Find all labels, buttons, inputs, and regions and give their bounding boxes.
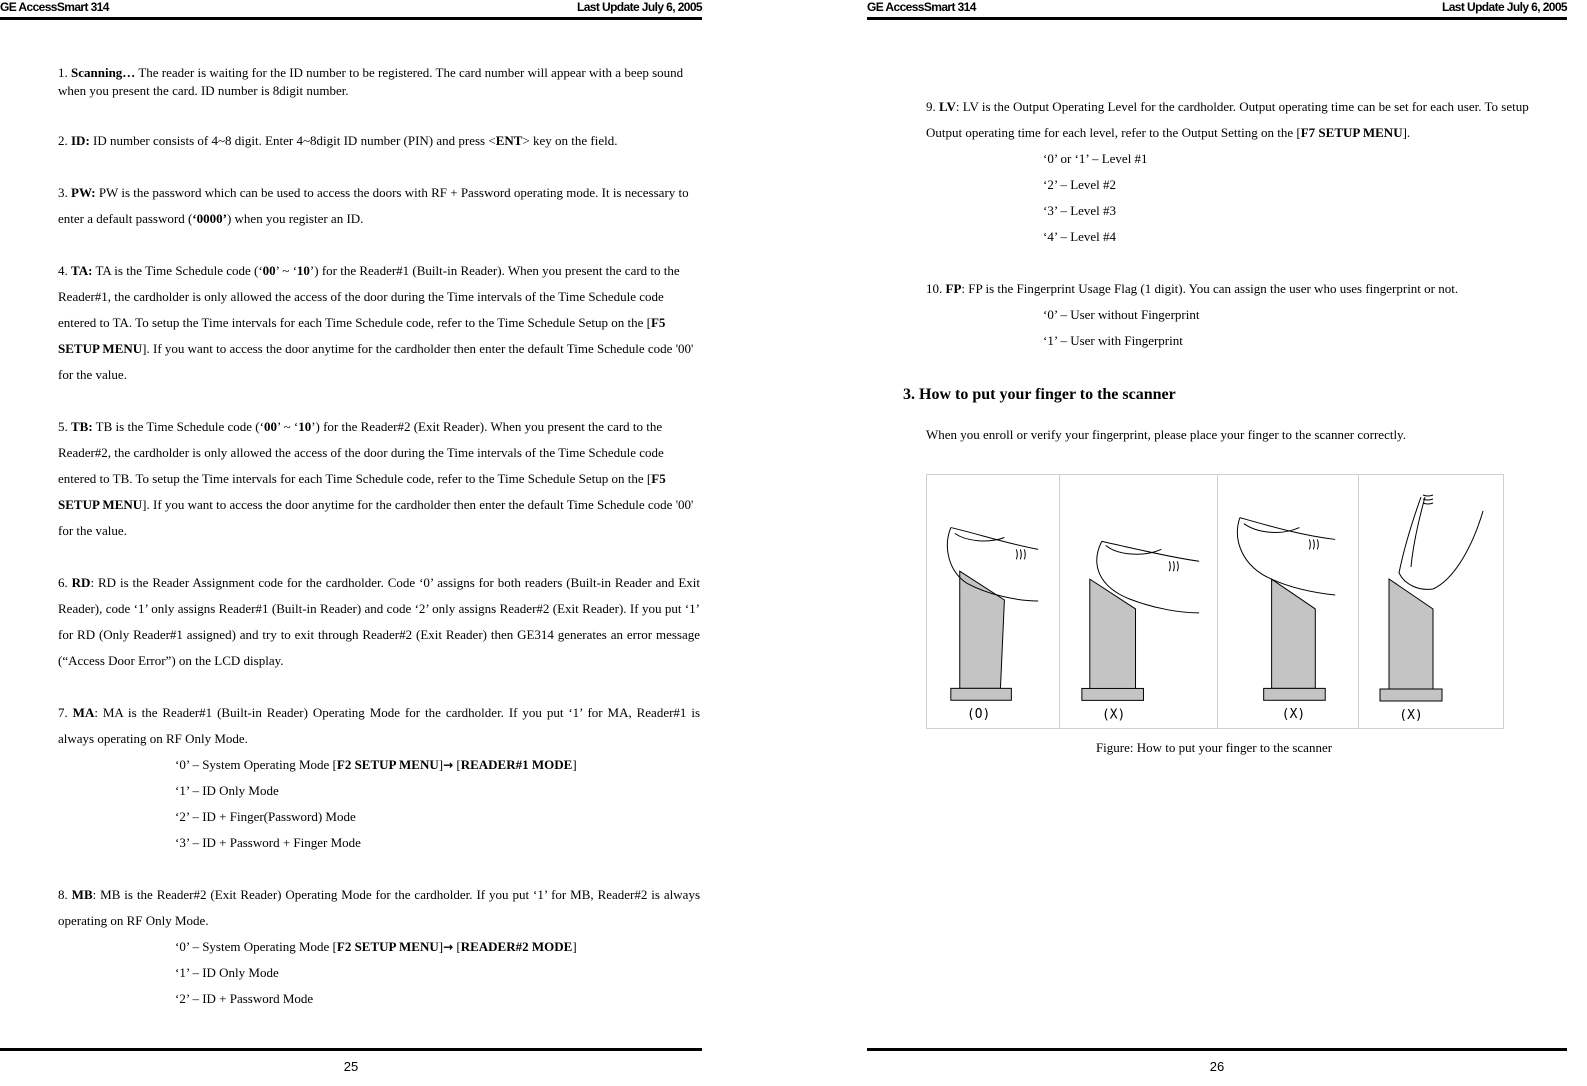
page-body [58, 64, 700, 1038]
item-id: 2. ID: ID number consists of 4~8 digit. Enter 4~8digit ID number (PIN) and press <ENT> key on the field. [58, 133, 618, 148]
item-pw: 3. PW: PW is the password which can be used to access the doors with RF + Password operating mode. It is necessary to enter a default password (‘0000’) when you register an ID. [58, 185, 689, 226]
figure-caption: Figure: How to put your finger to the scanner [1095, 740, 1333, 755]
item-label: FP [945, 281, 962, 296]
header-product: GE AccessSmart 314 [867, 0, 976, 14]
figure-panel-wrong-2 [1218, 475, 1359, 728]
item-label: ID: [71, 133, 90, 148]
section-intro: When you enroll or verify your fingerprint, please place your finger to the scanner correctly. [926, 427, 1406, 442]
item-tb: 5. TB: TB is the Time Schedule code (‘00’ ~ ‘10’) for the Reader#2 (Exit Reader). When you present the card to the Reader#2, the cardholder is only allowed the access of the door during the Time intervals of the Time Schedule code entered to TB. To setup the Time intervals for each Time Schedule code, refer to the Time Schedule Setup on the [F5 SETUP MENU]. If you want to access the door anytime for the cardholder then enter the default Time Schedule code '00' for the value. [58, 419, 694, 538]
header-product: GE AccessSmart 314 [0, 0, 109, 14]
item-label: TA: [71, 263, 93, 278]
level-line: ‘2’ – Level #2 [1043, 177, 1117, 192]
item-mb: 8. MB: MB is the Reader#2 (Exit Reader) Operating Mode for the cardholder. If you put ‘1’ for MB, Reader#2 is always operating on RF Only Mode. ‘0’ – System Operating Mode [F2 SETUP MENU]→ [READER#2 MODE] ‘1’ – ID Only Mode ‘2’ – ID + Password Mode [58, 882, 700, 1012]
arrow-right-icon: → [443, 940, 454, 954]
item-label: PW: [71, 185, 96, 200]
figure-mark: (X) [1399, 708, 1423, 723]
option-line: ‘0’ – System Operating Mode [F2 SETUP MENU]→ [READER#2 MODE] [175, 939, 577, 954]
item-scanning: 1. Scanning… The reader is waiting for the ID number to be registered. The card number will appear with a beep sound when you present the card. ID number is 8digit number. [58, 65, 684, 98]
page-footer [0, 1048, 702, 1074]
item-ta: 4. TA: TA is the Time Schedule code (‘00’ ~ ‘10’) for the Reader#1 (Built-in Reader). When you present the card to the Reader#1, the cardholder is only allowed the access of the door during the Time intervals of the Time Schedule code entered to TA. To setup the Time intervals for each Time Schedule code, refer to the Time Schedule Setup on the [F5 SETUP MENU]. If you want to access the door anytime for the cardholder then enter the default Time Schedule code '00' for the value. [58, 263, 694, 382]
level-line: ‘0’ or ‘1’ – Level #1 [1043, 151, 1148, 166]
level-line: ‘3’ – Level #3 [1043, 203, 1117, 218]
item-lv: 9. LV: LV is the Output Operating Level for the cardholder. Output operating time can be set for each user. To setup Output operating time for each level, refer to the Output Setting on the [F7 SETUP MENU]. ‘0’ or ‘1’ – Level #1 ‘2’ – Level #2 ‘3’ – Level #3 ‘4’ – Level #4 [926, 94, 1567, 250]
option-line: ‘2’ – ID + Finger(Password) Mode [175, 809, 356, 824]
option-line: ‘1’ – User with Fingerprint [1043, 333, 1183, 348]
finger-on-scanner-illustration [1359, 475, 1503, 728]
item-fp: 10. FP: FP is the Fingerprint Usage Flag (1 digit). You can assign the user who uses fingerprint or not. ‘0’ – User without Fingerprint ‘1’ – User with Fingerprint [926, 276, 1567, 354]
figure-panel-wrong-1 [1060, 475, 1218, 728]
level-line: ‘4’ – Level #4 [1043, 229, 1117, 244]
page-26 [867, 0, 1567, 1086]
item-rd: 6. RD: RD is the Reader Assignment code for the cardholder. Code ‘0’ assigns for both readers (Built-in Reader and Exit Reader), code ‘1’ only assigns Reader#1 (Built-in Reader) and code ‘2’ only assigns Reader#2 (Exit Reader). If you put ‘1’ for RD (Only Reader#1 assigned) and try to exit through Reader#2 (Exit Reader) then GE314 generates an error message (“Access Door Error”) on the LCD display. [58, 575, 700, 668]
item-label: TB: [71, 419, 93, 434]
header-update: Last Update July 6, 2005 [1442, 0, 1567, 14]
option-line: ‘3’ – ID + Password + Finger Mode [175, 835, 361, 850]
figure-mark: (O) [966, 707, 991, 723]
page-header [867, 0, 1567, 20]
page-25 [0, 0, 702, 1086]
page-number: 26 [1209, 1059, 1225, 1074]
page-number: 25 [343, 1059, 359, 1074]
item-label: MA [72, 705, 95, 720]
option-line: ‘0’ – System Operating Mode [F2 SETUP MENU]→ [READER#1 MODE] [175, 757, 577, 772]
page-body [903, 94, 1567, 761]
option-line: ‘1’ – ID Only Mode [175, 783, 279, 798]
item-label: LV [939, 99, 956, 114]
figure-mark: (X) [1281, 707, 1306, 723]
option-line: ‘2’ – ID + Password Mode [175, 991, 314, 1006]
header-update: Last Update July 6, 2005 [577, 0, 702, 14]
finger-placement-figure [926, 474, 1504, 729]
item-label: MB [71, 887, 93, 902]
page-header [0, 0, 702, 20]
figure-mark: (X) [1102, 707, 1126, 723]
option-line: ‘0’ – User without Fingerprint [1043, 307, 1200, 322]
finger-on-scanner-illustration [927, 475, 1059, 728]
section-title: 3. How to put your finger to the scanner [903, 386, 1176, 403]
option-line: ‘1’ – ID Only Mode [175, 965, 279, 980]
arrow-right-icon: → [443, 758, 454, 772]
figure-panel-correct [927, 475, 1060, 728]
item-label: Scanning… [71, 65, 136, 80]
figure-panel-wrong-3 [1359, 475, 1503, 728]
page-footer [867, 1048, 1567, 1074]
finger-on-scanner-illustration [1060, 475, 1217, 728]
item-ma: 7. MA: MA is the Reader#1 (Built-in Reader) Operating Mode for the cardholder. If you put ‘1’ for MA, Reader#1 is always operating on RF Only Mode. ‘0’ – System Operating Mode [F2 SETUP MENU]→ [READER#1 MODE] ‘1’ – ID Only Mode ‘2’ – ID + Finger(Password) Mode ‘3’ – ID + Password + Finger Mode [58, 700, 700, 856]
item-label: RD [71, 575, 91, 590]
finger-on-scanner-illustration [1218, 475, 1358, 728]
